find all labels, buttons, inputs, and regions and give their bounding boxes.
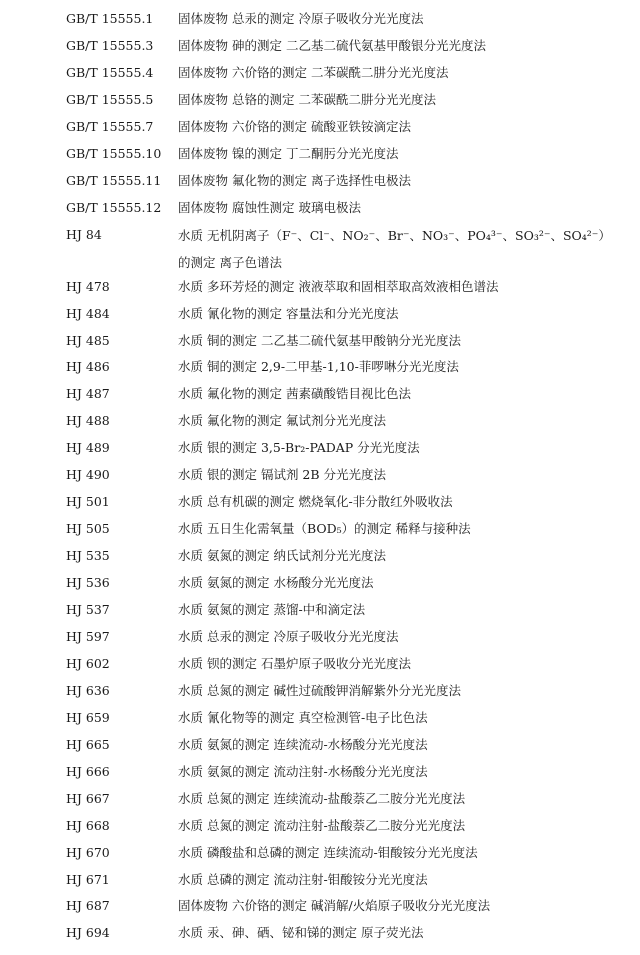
standard-title: 固体废物 腐蚀性测定 玻璃电极法 [178, 199, 361, 215]
standard-code: HJ 665 [66, 736, 110, 752]
standard-title: 固体废物 砷的测定 二乙基二硫代氨基甲酸银分光光度法 [178, 37, 486, 53]
standard-row [0, 520, 640, 542]
standard-title: 固体废物 六价铬的测定 碱消解/火焰原子吸收分光光度法 [178, 898, 491, 914]
standard-code: GB/T 15555.10 [66, 145, 162, 161]
standard-code: HJ 670 [66, 844, 110, 860]
standard-title: 水质 氟化物的测定 茜素磺酸锆目视比色法 [178, 386, 411, 402]
standard-row [0, 118, 640, 140]
standard-row [0, 305, 640, 327]
standard-title: 水质 氨氮的测定 连续流动-水杨酸分光光度法 [178, 736, 428, 752]
standard-code: HJ 597 [66, 628, 110, 644]
standard-title: 水质 氨氮的测定 纳氏试剂分光光度法 [178, 548, 386, 564]
standard-title: 水质 总有机碳的测定 燃烧氧化-非分散红外吸收法 [178, 494, 453, 510]
standard-row [0, 385, 640, 407]
standard-row [0, 844, 640, 866]
standard-row [0, 145, 640, 167]
standard-code: HJ 667 [66, 790, 110, 806]
standard-code: HJ 487 [66, 386, 110, 402]
standard-title: 固体废物 总汞的测定 冷原子吸收分光光度法 [178, 11, 424, 26]
standard-code: HJ 535 [66, 548, 110, 564]
standard-title: 水质 铜的测定 2,9-二甲基-1,10-菲啰啉分光光度法 [178, 359, 459, 375]
standard-row [0, 790, 640, 812]
standard-row [0, 439, 640, 461]
standard-code: HJ 536 [66, 575, 110, 591]
standard-code: HJ 486 [66, 359, 110, 375]
standard-row [0, 897, 640, 919]
standard-code: GB/T 15555.4 [66, 64, 154, 80]
standard-row [0, 682, 640, 704]
standard-title: 固体废物 氟化物的测定 离子选择性电极法 [178, 172, 411, 188]
standard-title: 固体废物 六价铬的测定 二苯碳酰二肼分光光度法 [178, 64, 449, 80]
standard-title: 水质 氰化物等的测定 真空检测管-电子比色法 [178, 709, 428, 725]
standard-title: 固体废物 六价铬的测定 硫酸亚铁铵滴定法 [178, 118, 411, 134]
standard-code: HJ 694 [66, 925, 110, 941]
standard-title: 水质 氰化物的测定 容量法和分光光度法 [178, 305, 399, 321]
standard-title: 水质 氟化物的测定 氟试剂分光光度法 [178, 413, 386, 429]
standard-title: 水质 总氮的测定 流动注射-盐酸萘乙二胺分光光度法 [178, 817, 466, 833]
standard-row [0, 172, 640, 194]
standard-code: GB/T 15555.7 [66, 118, 154, 134]
standard-title: 水质 汞、砷、硒、铋和锑的测定 原子荧光法 [178, 925, 424, 941]
standard-code: HJ 666 [66, 763, 110, 779]
standard-code: HJ 505 [66, 521, 110, 537]
standard-code: GB/T 15555.5 [66, 91, 154, 107]
standard-row [0, 64, 640, 86]
standard-code: HJ 537 [66, 602, 110, 617]
standard-row [0, 358, 640, 380]
standard-row [0, 10, 640, 32]
standard-title: 水质 总磷的测定 流动注射-钼酸铵分光光度法 [178, 871, 428, 887]
standard-title: 水质 总氮的测定 碱性过硫酸钾消解紫外分光光度法 [178, 682, 461, 698]
standard-row [0, 924, 640, 946]
standard-code: HJ 687 [66, 898, 110, 914]
standard-title: 水质 银的测定 3,5-Br₂-PADAP 分光光度法 [178, 440, 420, 456]
standard-row [0, 493, 640, 515]
standard-code: HJ 84 [66, 226, 102, 242]
standard-row [0, 547, 640, 569]
standard-title: 水质 磷酸盐和总磷的测定 连续流动-钼酸铵分光光度法 [178, 844, 478, 860]
standard-row [0, 412, 640, 434]
standard-title: 水质 铜的测定 二乙基二硫代氨基甲酸钠分光光度法 [178, 332, 461, 348]
standard-code: GB/T 15555.1 [66, 11, 154, 26]
standard-title: 水质 总氮的测定 连续流动-盐酸萘乙二胺分光光度法 [178, 790, 466, 806]
standard-code: HJ 501 [66, 494, 110, 510]
standard-row [0, 655, 640, 677]
standard-title: 水质 钡的测定 石墨炉原子吸收分光光度法 [178, 655, 411, 671]
standard-code: HJ 659 [66, 709, 110, 725]
standard-row [0, 574, 640, 596]
standard-row [0, 226, 640, 270]
standard-row [0, 709, 640, 731]
standard-row [0, 763, 640, 785]
standard-row [0, 628, 640, 650]
standard-row [0, 871, 640, 893]
standard-code: HJ 489 [66, 440, 110, 456]
standard-row [0, 37, 640, 59]
standard-code: HJ 490 [66, 467, 110, 483]
standard-title: 水质 氨氮的测定 流动注射-水杨酸分光光度法 [178, 763, 428, 779]
standard-row [0, 736, 640, 758]
standard-row [0, 278, 640, 300]
standard-code: GB/T 15555.11 [66, 172, 162, 188]
standard-code: HJ 668 [66, 817, 110, 833]
standard-row [0, 601, 640, 623]
standard-row [0, 466, 640, 488]
standard-code: GB/T 15555.12 [66, 199, 162, 215]
standard-code: HJ 602 [66, 655, 110, 671]
standard-code: HJ 671 [66, 871, 110, 887]
standard-title: 水质 氨氮的测定 水杨酸分光光度法 [178, 575, 374, 591]
standard-code: GB/T 15555.3 [66, 37, 154, 53]
standard-title: 固体废物 镍的测定 丁二酮肟分光光度法 [178, 145, 399, 161]
standard-row [0, 91, 640, 113]
standard-title: 水质 无机阴离子（F⁻、Cl⁻、NO₂⁻、Br⁻、NO₃⁻、PO₄³⁻、SO₃²⁻、SO₄²⁻）的测定 离子色谱法 [178, 227, 605, 270]
standard-row [0, 199, 640, 221]
standard-title: 固体废物 总铬的测定 二苯碳酰二肼分光光度法 [178, 91, 436, 107]
standard-title: 水质 五日生化需氧量（BOD₅）的测定 稀释与接种法 [178, 521, 471, 537]
standard-code: HJ 478 [66, 278, 110, 294]
standard-title: 水质 多环芳烃的测定 液液萃取和固相萃取高效液相色谱法 [178, 278, 499, 294]
standard-code: HJ 485 [66, 332, 110, 348]
standard-title: 水质 银的测定 镉试剂 2B 分光光度法 [178, 467, 387, 483]
standard-title: 水质 氨氮的测定 蒸馏-中和滴定法 [178, 602, 366, 617]
standard-row [0, 817, 640, 839]
standard-code: HJ 484 [66, 305, 110, 321]
standard-code: HJ 488 [66, 413, 110, 429]
standard-code: HJ 636 [66, 682, 110, 698]
standard-row [0, 332, 640, 354]
standard-title: 水质 总汞的测定 冷原子吸收分光光度法 [178, 628, 399, 644]
